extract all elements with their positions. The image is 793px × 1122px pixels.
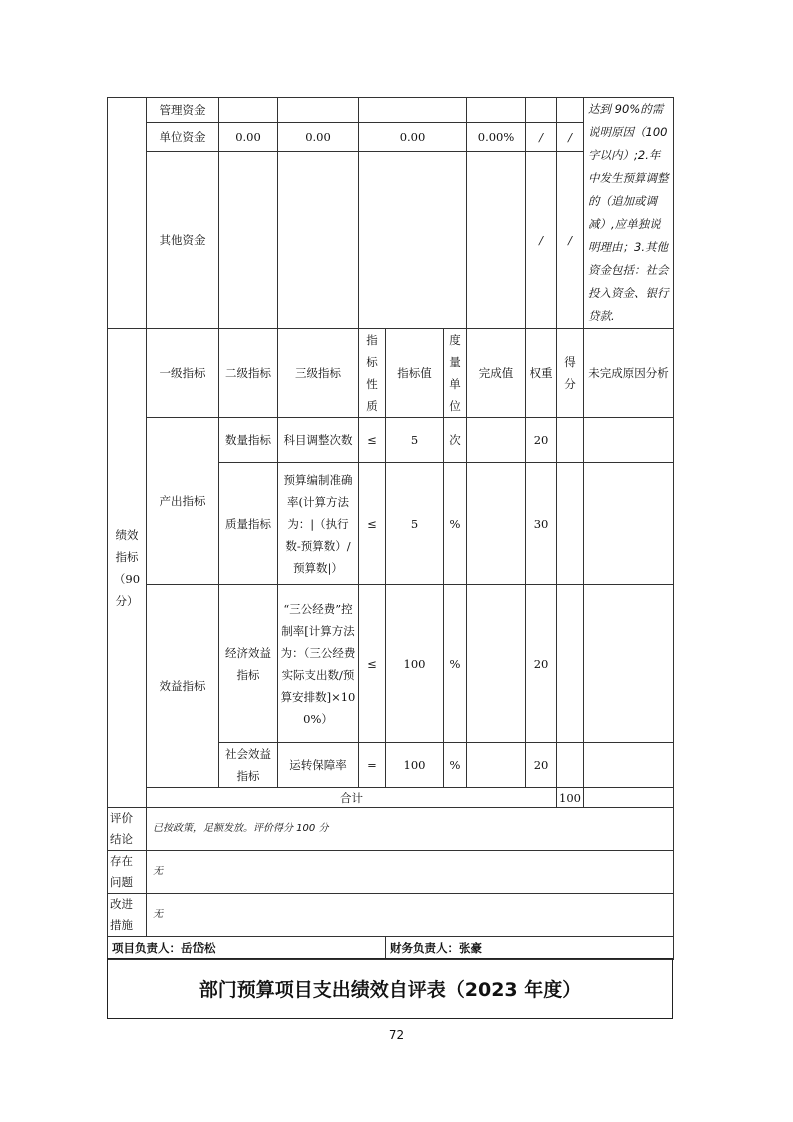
nature-cell: ≤ — [359, 418, 386, 463]
value-cell: 100 — [386, 585, 444, 743]
unit-cell: 次 — [444, 418, 467, 463]
score-cell — [557, 463, 584, 585]
signature-row — [108, 937, 674, 960]
level3-cell: “三公经费”控制率[计算方法为：（三公经费实际支出数/预算安排数]×100%） — [278, 585, 359, 743]
actual-cell — [467, 585, 526, 743]
level3-cell: 科目调整次数 — [278, 418, 359, 463]
cell — [219, 98, 278, 123]
cell: 0.00% — [467, 123, 526, 151]
actual-cell — [467, 418, 526, 463]
indicator-row — [108, 418, 674, 463]
header-cell: 指标性质 — [359, 329, 386, 418]
cell: 0.00 — [359, 123, 467, 151]
cell: 0.00 — [278, 123, 359, 151]
cell — [359, 151, 467, 328]
project-lead: 项目负责人：岳岱松 — [108, 937, 386, 960]
finance-lead: 财务负责人：张豪 — [386, 937, 674, 960]
section-label: 绩效指标（90分） — [108, 329, 147, 808]
blank-cell — [108, 98, 147, 329]
nature-cell: = — [359, 743, 386, 788]
nature-cell: ≤ — [359, 585, 386, 743]
weight-cell: 20 — [526, 743, 557, 788]
page-number: 72 — [388, 1028, 405, 1042]
cell — [557, 98, 584, 123]
fund-label: 单位资金 — [147, 123, 219, 151]
fund-label: 其他资金 — [147, 151, 219, 328]
level3-cell: 预算编制准确率(计算方法为：|（执行数-预算数）/预算数|） — [278, 463, 359, 585]
weight-cell: 20 — [526, 585, 557, 743]
header-cell: 权重 — [526, 329, 557, 418]
cell — [278, 98, 359, 123]
cell — [467, 98, 526, 123]
evaluation-text: 已按政策，足额发放。评价得分 100 分 — [147, 808, 674, 851]
value-cell: 5 — [386, 418, 444, 463]
header-cell: 度量单位 — [444, 329, 467, 418]
unit-cell: % — [444, 743, 467, 788]
level2-cell: 质量指标 — [219, 463, 278, 585]
next-table-title — [107, 958, 673, 1019]
total-label: 合计 — [147, 788, 557, 808]
evaluation-text: 无 — [147, 851, 674, 894]
reason-cell — [584, 743, 674, 788]
score-cell — [557, 743, 584, 788]
cell — [526, 98, 557, 123]
indicator-header-row — [108, 329, 674, 418]
weight-cell: 30 — [526, 463, 557, 585]
evaluation-label: 评价结论 — [108, 808, 147, 851]
evaluation-label: 存在问题 — [108, 851, 147, 894]
performance-evaluation-table — [107, 97, 674, 960]
evaluation-row — [108, 894, 674, 937]
total-row — [108, 788, 674, 808]
value-cell: 5 — [386, 463, 444, 585]
cell: / — [526, 151, 557, 328]
actual-cell — [467, 463, 526, 585]
header-cell: 三级指标 — [278, 329, 359, 418]
reason-cell — [584, 418, 674, 463]
header-cell: 一级指标 — [147, 329, 219, 418]
total-weight: 100 — [557, 788, 584, 808]
unit-cell: % — [444, 585, 467, 743]
score-cell — [557, 418, 584, 463]
evaluation-text: 无 — [147, 894, 674, 937]
cell — [359, 98, 467, 123]
score-cell — [557, 585, 584, 743]
header-cell: 指标值 — [386, 329, 444, 418]
indicator-row — [108, 585, 674, 743]
level3-cell: 运转保障率 — [278, 743, 359, 788]
weight-cell: 20 — [526, 418, 557, 463]
next-table-title-text: 部门预算项目支出绩效自评表（2023 年度） — [198, 979, 582, 1001]
fund-row — [108, 98, 674, 123]
nature-cell: ≤ — [359, 463, 386, 585]
header-cell: 未完成原因分析 — [584, 329, 674, 418]
cell — [219, 151, 278, 328]
header-cell: 得分 — [557, 329, 584, 418]
header-cell: 二级指标 — [219, 329, 278, 418]
actual-cell — [467, 743, 526, 788]
level2-cell: 社会效益指标 — [219, 743, 278, 788]
fund-note: 达到 90%的需说明原因（100字以内）;2.年中发生预算调整的（追加或调减）,应单独说明理由；3.其他资金包括：社会投入资金、银行贷款. — [584, 98, 674, 329]
cell: / — [557, 151, 584, 328]
level2-cell: 数量指标 — [219, 418, 278, 463]
fund-label: 管理资金 — [147, 98, 219, 123]
evaluation-label: 改进措施 — [108, 894, 147, 937]
cell: 0.00 — [219, 123, 278, 151]
evaluation-row — [108, 808, 674, 851]
cell — [467, 151, 526, 328]
level1-cell: 产出指标 — [147, 418, 219, 585]
cell: / — [526, 123, 557, 151]
cell: / — [557, 123, 584, 151]
total-score — [584, 788, 674, 808]
level2-cell: 经济效益指标 — [219, 585, 278, 743]
header-cell: 完成值 — [467, 329, 526, 418]
reason-cell — [584, 585, 674, 743]
cell — [278, 151, 359, 328]
reason-cell — [584, 463, 674, 585]
evaluation-row — [108, 851, 674, 894]
level1-cell: 效益指标 — [147, 585, 219, 788]
value-cell: 100 — [386, 743, 444, 788]
unit-cell: % — [444, 463, 467, 585]
